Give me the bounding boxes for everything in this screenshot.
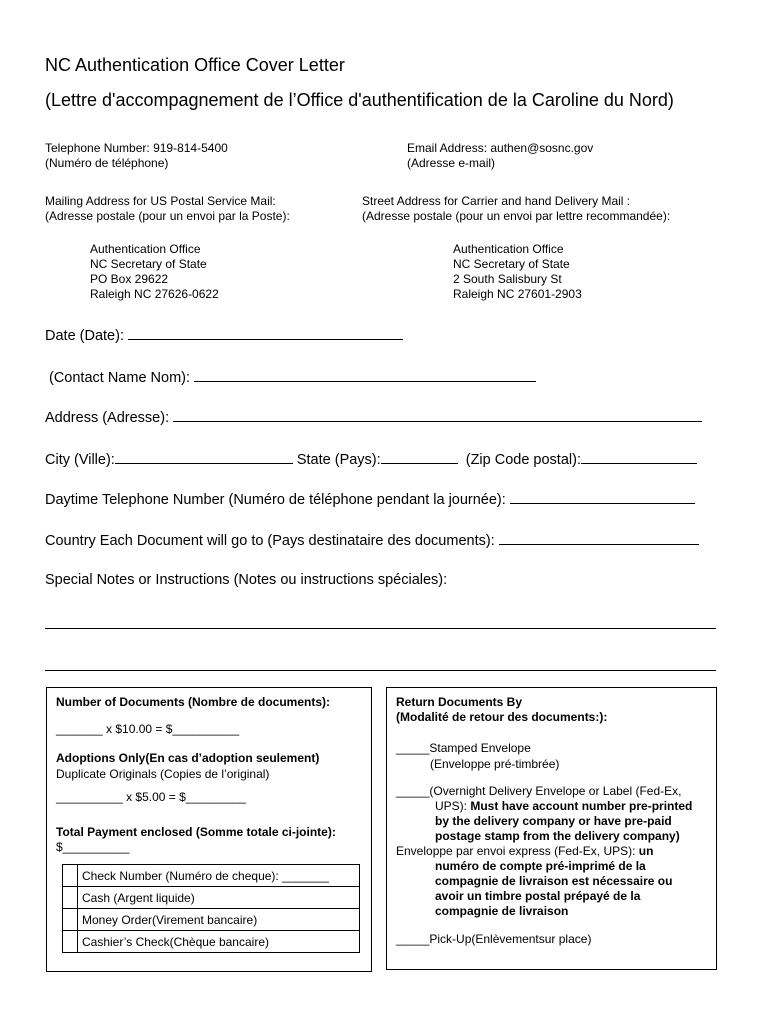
zip-label: (Zip Code postal): (465, 452, 581, 468)
payment-option-label: Check Number (Numéro de cheque): _______ (78, 865, 360, 887)
address-blank[interactable] (173, 407, 702, 422)
payment-option-row[interactable] (63, 865, 360, 887)
overnight-note: Must have account number pre-printed (470, 799, 693, 813)
overnight-fr-note: compagnie de livraison (435, 904, 569, 918)
email-fr-text: (Adresse e-mail) (407, 156, 496, 170)
daytime-phone-label: Daytime Telephone Number (Numéro de téléphone pendant la journée): (45, 492, 506, 508)
overnight-fr-note: compagnie de livraison est nécessaire ou (435, 874, 673, 888)
daytime-phone-row (45, 489, 695, 508)
fee-line[interactable]: _______ x $10.00 = $__________ (56, 722, 240, 736)
return-title-fr: (Modalité de retour des documents:): (396, 710, 608, 724)
payment-option-label: Money Order(Virement bancaire) (78, 909, 360, 931)
payment-checkbox[interactable] (63, 887, 78, 909)
stamped-fr-label: (Enveloppe pré-timbrée) (430, 757, 560, 771)
return-title: Return Documents By (396, 695, 523, 709)
return-box (386, 687, 717, 970)
address-row (45, 407, 702, 426)
overnight-label: (Overnight Delivery Envelope or Label (Fed-Ex, (429, 784, 682, 798)
date-field-row (45, 325, 403, 344)
zip-blank[interactable] (581, 449, 697, 464)
notes-line-2[interactable] (45, 670, 716, 671)
date-label: Date (Date): (45, 328, 124, 344)
country-row (45, 530, 699, 549)
payment-checkbox[interactable] (63, 865, 78, 887)
num-docs-label: Number of Documents (Nombre de documents): (56, 695, 331, 709)
duplicate-label: Duplicate Originals (Copies de l’original) (56, 767, 270, 781)
state-blank[interactable] (381, 449, 458, 464)
overnight-fr-note: avoir un timbre postal prépayé de la (435, 889, 641, 903)
payment-checkbox[interactable] (63, 931, 78, 953)
country-label: Country Each Document will go to (Pays destinataire des documents): (45, 533, 495, 549)
stamped-blank[interactable]: _____ (396, 741, 430, 755)
street-address (453, 242, 582, 302)
state-label: State (Pays): (296, 452, 381, 468)
contact-name-row (49, 367, 536, 386)
street-line: NC Secretary of State (453, 257, 570, 271)
notes-label: Special Notes or Instructions (Notes ou instructions spéciales): (45, 572, 448, 588)
city-state-zip-row (45, 449, 697, 468)
mailing-line: PO Box 29622 (90, 272, 169, 286)
street-label: Street Address for Carrier and hand Delivery Mail : (362, 194, 631, 208)
country-blank[interactable] (499, 530, 699, 545)
notes-line-1[interactable] (45, 628, 716, 629)
overnight-fr-line (396, 844, 653, 859)
address-label: Address (Adresse): (45, 410, 170, 426)
overnight-blank[interactable]: _____ (396, 784, 430, 798)
pickup-option[interactable] (396, 932, 591, 947)
payment-option-label: Cashier’s Check(Chèque bancaire) (78, 931, 360, 953)
overnight-note: postage stamp from the delivery company) (435, 829, 680, 843)
contact-name-label: (Contact Name Nom): (49, 370, 191, 386)
mailing-line: NC Secretary of State (90, 257, 207, 271)
contact-name-blank[interactable] (194, 367, 536, 382)
page-subtitle: (Lettre d'accompagnement de l’Office d'authentification de la Caroline du Nord) (45, 90, 674, 110)
payment-option-label: Cash (Argent liquide) (78, 887, 360, 909)
stamped-option[interactable] (396, 741, 531, 756)
pickup-blank[interactable]: _____ (396, 932, 430, 946)
mailing-line: Raleigh NC 27626-0622 (90, 287, 219, 301)
phone-fr-text: (Numéro de téléphone) (45, 156, 169, 170)
email-block (407, 141, 593, 171)
overnight-fr-note: un (638, 844, 654, 858)
payment-option-row[interactable] (63, 931, 360, 953)
overnight-ups: UPS): (435, 799, 468, 813)
street-label-block (362, 194, 670, 224)
payment-option-row[interactable] (63, 909, 360, 931)
daytime-phone-blank[interactable] (510, 489, 695, 504)
dup-fee-line[interactable]: __________ x $5.00 = $_________ (56, 790, 246, 804)
page-title: NC Authentication Office Cover Letter (45, 55, 345, 75)
street-line: Raleigh NC 27601-2903 (453, 287, 582, 301)
mailing-address (90, 242, 219, 302)
mailing-label-fr: (Adresse postale (pour un envoi par la Poste): (45, 209, 290, 223)
total-label: Total Payment enclosed (Somme totale ci-jointe): (56, 825, 336, 839)
mailing-line: Authentication Office (90, 242, 201, 256)
city-blank[interactable] (115, 449, 293, 464)
pickup-label: Pick-Up(Enlèvementsur place) (429, 932, 592, 946)
overnight-note: by the delivery company or have pre-paid (435, 814, 672, 828)
payment-checkbox[interactable] (63, 909, 78, 931)
total-blank[interactable]: $__________ (56, 840, 130, 854)
payment-option-row[interactable] (63, 887, 360, 909)
email-text: Email Address: authen@sosnc.gov (407, 141, 594, 155)
stamped-label: Stamped Envelope (429, 741, 531, 755)
city-label: City (Ville): (45, 452, 115, 468)
overnight-option[interactable] (396, 784, 682, 799)
phone-text: Telephone Number: 919-814-5400 (45, 141, 228, 155)
overnight-fr-note: numéro de compte pré-imprimé de la (435, 859, 646, 873)
mailing-label: Mailing Address for US Postal Service Mail: (45, 194, 276, 208)
street-line: Authentication Office (453, 242, 564, 256)
street-label-fr: (Adresse postale (pour un envoi par lettre recommandée): (362, 209, 671, 223)
adoptions-label: Adoptions Only(En cas d’adoption seulement) (56, 751, 320, 765)
mailing-label-block (45, 194, 290, 224)
payment-box (46, 687, 372, 972)
payment-method-table (62, 864, 360, 953)
overnight-note-line1 (435, 799, 692, 814)
overnight-fr-label: Enveloppe par envoi express (Fed-Ex, UPS): (396, 844, 636, 858)
street-line: 2 South Salisbury St (453, 272, 562, 286)
phone-block (45, 141, 228, 171)
date-blank[interactable] (128, 325, 403, 340)
